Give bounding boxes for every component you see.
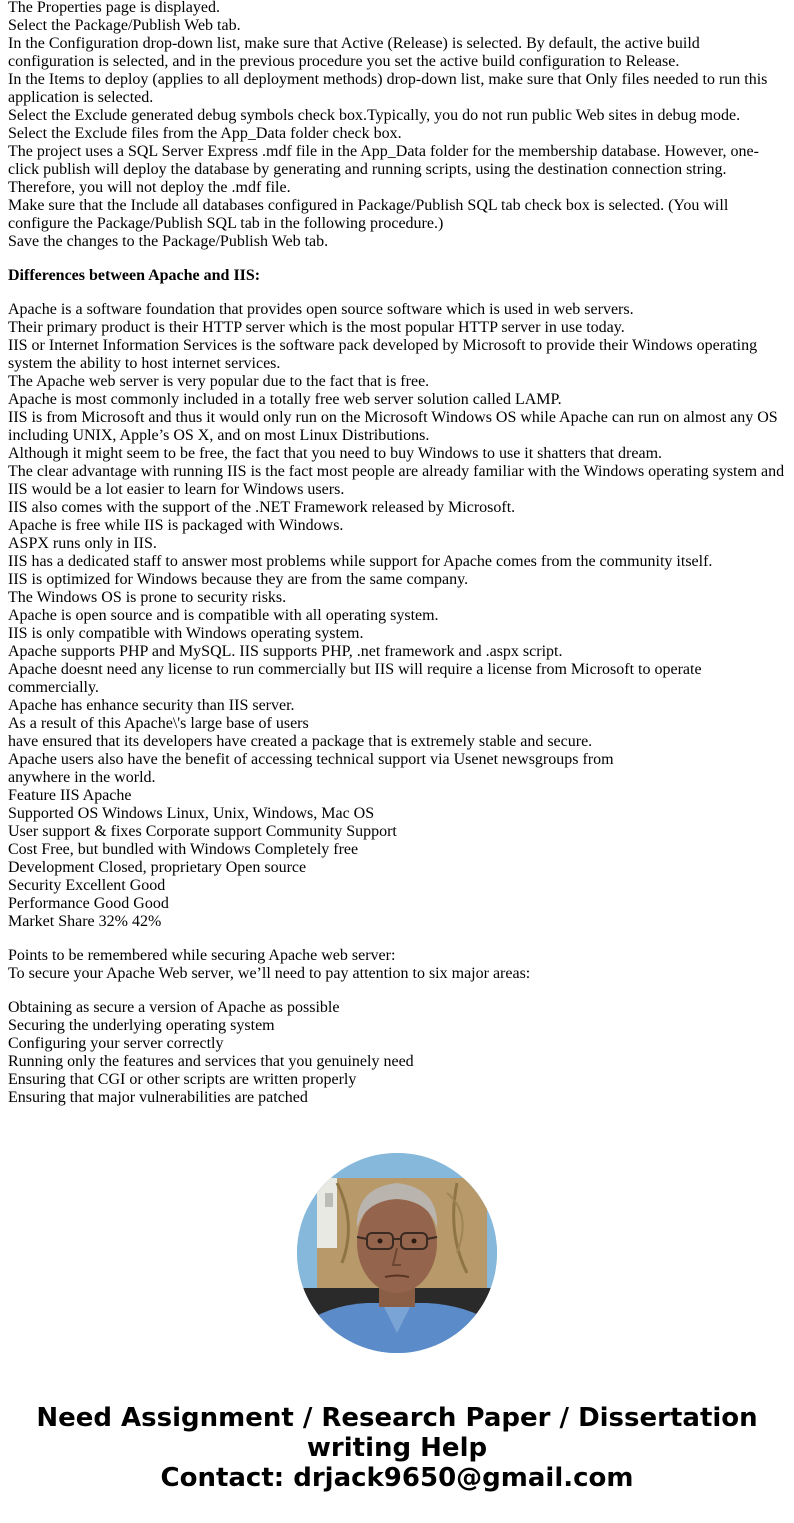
difference-line: Apache is a software foundation that provides open source software which is used in web servers.: [8, 301, 634, 318]
difference-line: Their primary product is their HTTP server which is the most popular HTTP server in use today.: [8, 319, 625, 336]
difference-line: As a result of this Apache\'s large base of users: [8, 715, 309, 732]
difference-line: Apache is free while IIS is packaged with Windows.: [8, 517, 344, 534]
securing-section: [8, 947, 788, 1107]
contact-banner: [0, 1403, 794, 1493]
step-line: The project uses a SQL Server Express .mdf file in the App_Data folder for the membership database. However, one-click publish will deploy the database by generating and running scripts, using the destination connection string. Therefore, you will not deploy the .mdf file.: [8, 143, 759, 196]
banner-line-1: Need Assignment / Research Paper / Dissertation: [36, 1403, 758, 1433]
difference-line: IIS or Internet Information Services is the software pack developed by Microsoft to provide their Windows operating system the ability to host internet services.: [8, 337, 758, 372]
securing-area: Running only the features and services that you genuinely need: [8, 1053, 414, 1070]
difference-line: have ensured that its developers have created a package that is extremely stable and secure.: [8, 733, 593, 750]
step-line: In the Configuration drop-down list, make sure that Active (Release) is selected. By default, the active build configuration is selected, and in the previous procedure you set the active build configuration to Release.: [8, 35, 700, 70]
securing-area: Ensuring that CGI or other scripts are written properly: [8, 1071, 357, 1088]
difference-line: The Windows OS is prone to security risks.: [8, 589, 287, 606]
comparison-row: Development Closed, proprietary Open source: [8, 859, 307, 876]
difference-line: IIS is only compatible with Windows operating system.: [8, 625, 364, 642]
step-line: Select the Exclude files from the App_Data folder check box.: [8, 125, 402, 142]
difference-line: Apache doesnt need any license to run commercially but IIS will require a license from Microsoft to operate commercially.: [8, 661, 702, 696]
securing-area: Ensuring that major vulnerabilities are patched: [8, 1089, 308, 1106]
spacer: [8, 983, 788, 999]
difference-line: The Apache web server is very popular due to the fact that is free.: [8, 373, 430, 390]
section-heading: Differences between Apache and IIS:: [8, 267, 261, 284]
comparison-row: Market Share 32% 42%: [8, 913, 162, 930]
step-line: In the Items to deploy (applies to all deployment methods) drop-down list, make sure that Only files needed to run this application is selected.: [8, 71, 768, 106]
intro-steps: [8, 0, 788, 251]
comparison-row: Feature IIS Apache: [8, 787, 132, 804]
difference-line: Apache supports PHP and MySQL. IIS supports PHP, .net framework and .aspx script.: [8, 643, 563, 660]
contact-email: Contact: drjack9650@gmail.com: [160, 1463, 634, 1493]
comparison-table: [8, 787, 788, 931]
comparison-row: Supported OS Windows Linux, Unix, Windows, Mac OS: [8, 805, 375, 822]
step-line: Save the changes to the Package/Publish Web tab.: [8, 233, 329, 250]
difference-line: The clear advantage with running IIS is the fact most people are already familiar with the Windows operating system and IIS would be a lot easier to learn for Windows users.: [8, 463, 785, 498]
securing-title: Points to be remembered while securing Apache web server:: [8, 947, 396, 964]
difference-line: Apache has enhance security than IIS server.: [8, 697, 295, 714]
securing-area: Obtaining as secure a version of Apache as possible: [8, 999, 340, 1016]
author-avatar: [297, 1153, 497, 1353]
step-line: Select the Package/Publish Web tab.: [8, 17, 241, 34]
spacer: [8, 285, 788, 301]
difference-line: IIS also comes with the support of the .NET Framework released by Microsoft.: [8, 499, 516, 516]
securing-area: Securing the underlying operating system: [8, 1017, 275, 1034]
spacer: [8, 931, 788, 947]
comparison-row: Performance Good Good: [8, 895, 169, 912]
differences-list: [8, 301, 788, 787]
securing-area: Configuring your server correctly: [8, 1035, 224, 1052]
comparison-row: Cost Free, but bundled with Windows Completely free: [8, 841, 359, 858]
spacer: [8, 251, 788, 267]
difference-line: ASPX runs only in IIS.: [8, 535, 157, 552]
difference-line: anywhere in the world.: [8, 769, 156, 786]
step-line: Select the Exclude generated debug symbols check box.Typically, you do not run public Web sites in debug mode.: [8, 107, 741, 124]
difference-line: Apache is open source and is compatible with all operating system.: [8, 607, 439, 624]
difference-line: Although it might seem to be free, the fact that you need to buy Windows to use it shatters that dream.: [8, 445, 663, 462]
banner-line-2: writing Help: [306, 1433, 488, 1463]
securing-intro: To secure your Apache Web server, we’ll need to pay attention to six major areas:: [8, 965, 531, 982]
difference-line: IIS has a dedicated staff to answer most problems while support for Apache comes from the community itself.: [8, 553, 713, 570]
comparison-row: Security Excellent Good: [8, 877, 166, 894]
difference-line: IIS is from Microsoft and thus it would only run on the Microsoft Windows OS while Apache can run on almost any OS including UNIX, Apple’s OS X, and on most Linux Distributions.: [8, 409, 778, 444]
comparison-row: User support & fixes Corporate support Community Support: [8, 823, 397, 840]
difference-line: Apache is most commonly included in a totally free web server solution called LAMP.: [8, 391, 562, 408]
difference-line: Apache users also have the benefit of accessing technical support via Usenet newsgroups from: [8, 751, 614, 768]
step-line: Make sure that the Include all databases configured in Package/Publish SQL tab check box is selected. (You will configure the Package/Publish SQL tab in the following procedure.): [8, 197, 729, 232]
portrait-illustration: [297, 1153, 497, 1353]
difference-line: IIS is optimized for Windows because they are from the same company.: [8, 571, 469, 588]
step-line: The Properties page is displayed.: [8, 0, 220, 16]
document-body: [8, 0, 788, 1107]
